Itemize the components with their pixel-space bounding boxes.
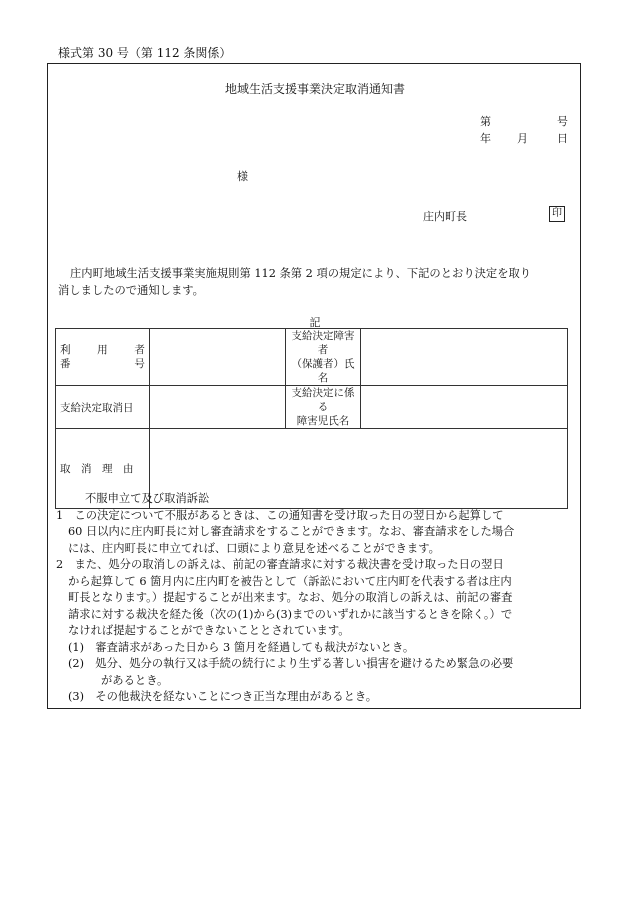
notes-line: 請求に対する裁決を経た後（次の(1)から(3)までのいずれかに該当するときを除く。）で	[68, 607, 513, 621]
notes-line: 2 また、処分の取消しの訴えは、前記の審査請求に対する裁決書を受け取った日の翌日	[56, 558, 504, 571]
intro-text	[58, 265, 578, 299]
recipient-sama: 様	[237, 170, 248, 183]
label-line: 障害児氏名	[296, 415, 350, 427]
label-line: 支給決定障害者	[291, 330, 355, 356]
cancel-date-label: 支給決定取消日	[56, 386, 150, 429]
notes-line: なければ提起することができないこととされています。	[68, 624, 350, 637]
cancel-reason-label: 取 消 理 由	[56, 429, 150, 509]
notes-line: から起算して 6 箇月内に庄内町を被告として（訴訟において庄内町を代表する者は庄内	[68, 574, 512, 588]
label-char: 利	[60, 344, 71, 356]
child-name-value[interactable]	[361, 386, 568, 429]
notes-line: 1 この決定について不服があるときは、この通知書を受け取った日の翌日から起算して	[56, 508, 504, 522]
child-name-label	[285, 386, 361, 429]
notes-line: 町長となります。）提起することが出来ます。なお、処分の取消しの訴えは、前記の審査	[68, 591, 513, 604]
label-char: 番	[60, 358, 71, 370]
date-month: 月	[517, 132, 528, 145]
notes-line: (3) その他裁決を経ないことにつき正当な理由があるとき。	[68, 690, 378, 703]
document-title: 地域生活支援事業決定取消通知書	[224, 82, 405, 96]
user-number-label	[56, 329, 150, 386]
intro-line-2: 消しましたので通知します。	[58, 284, 204, 297]
issuer-name: 庄内町長	[423, 210, 467, 223]
date-day: 日	[557, 132, 568, 145]
guardian-name-label	[285, 329, 361, 386]
form-number: 様式第 30 号（第 112 条関係）	[58, 46, 232, 60]
intro-line-1: 庄内町地域生活支援事業実施規則第 112 条第 2 項の規定により、下記のとおり決定を取り	[70, 267, 532, 280]
label-line: （保護者）氏名	[291, 358, 355, 384]
cancel-date-value[interactable]	[149, 386, 285, 429]
notes-line: (1) 審査請求があった日から 3 箇月を経過しても裁決がないとき。	[68, 640, 415, 654]
user-number-value[interactable]	[149, 329, 285, 386]
notes-line: があるとき。	[101, 673, 169, 687]
table-row	[56, 329, 568, 386]
label-char: 用	[97, 344, 108, 356]
table-row	[56, 386, 568, 429]
label-line: 支給決定に係る	[291, 387, 355, 413]
label-char: 者	[134, 344, 145, 356]
date-year: 年	[480, 132, 491, 145]
ki-heading: 記	[309, 316, 321, 329]
appeal-notes	[56, 491, 576, 706]
number-go: 号	[557, 115, 568, 128]
notes-heading: 不服申立て及び取消訴訟	[85, 492, 210, 505]
label-char: 号	[134, 358, 145, 370]
guardian-name-value[interactable]	[361, 329, 568, 386]
notes-line: 60 日以内に庄内町長に対し審査請求をすることができます。なお、審査請求をした場合	[68, 525, 515, 538]
details-table	[55, 328, 568, 509]
notes-line: (2) 処分、処分の執行又は手続の続行により生ずる著しい損害を避けるため緊急の必要	[68, 657, 514, 670]
notes-line: には、庄内町長に申立てれば、口頭により意見を述べることができます。	[68, 541, 440, 555]
number-dai: 第	[480, 115, 491, 128]
seal-mark: 印	[549, 206, 565, 222]
